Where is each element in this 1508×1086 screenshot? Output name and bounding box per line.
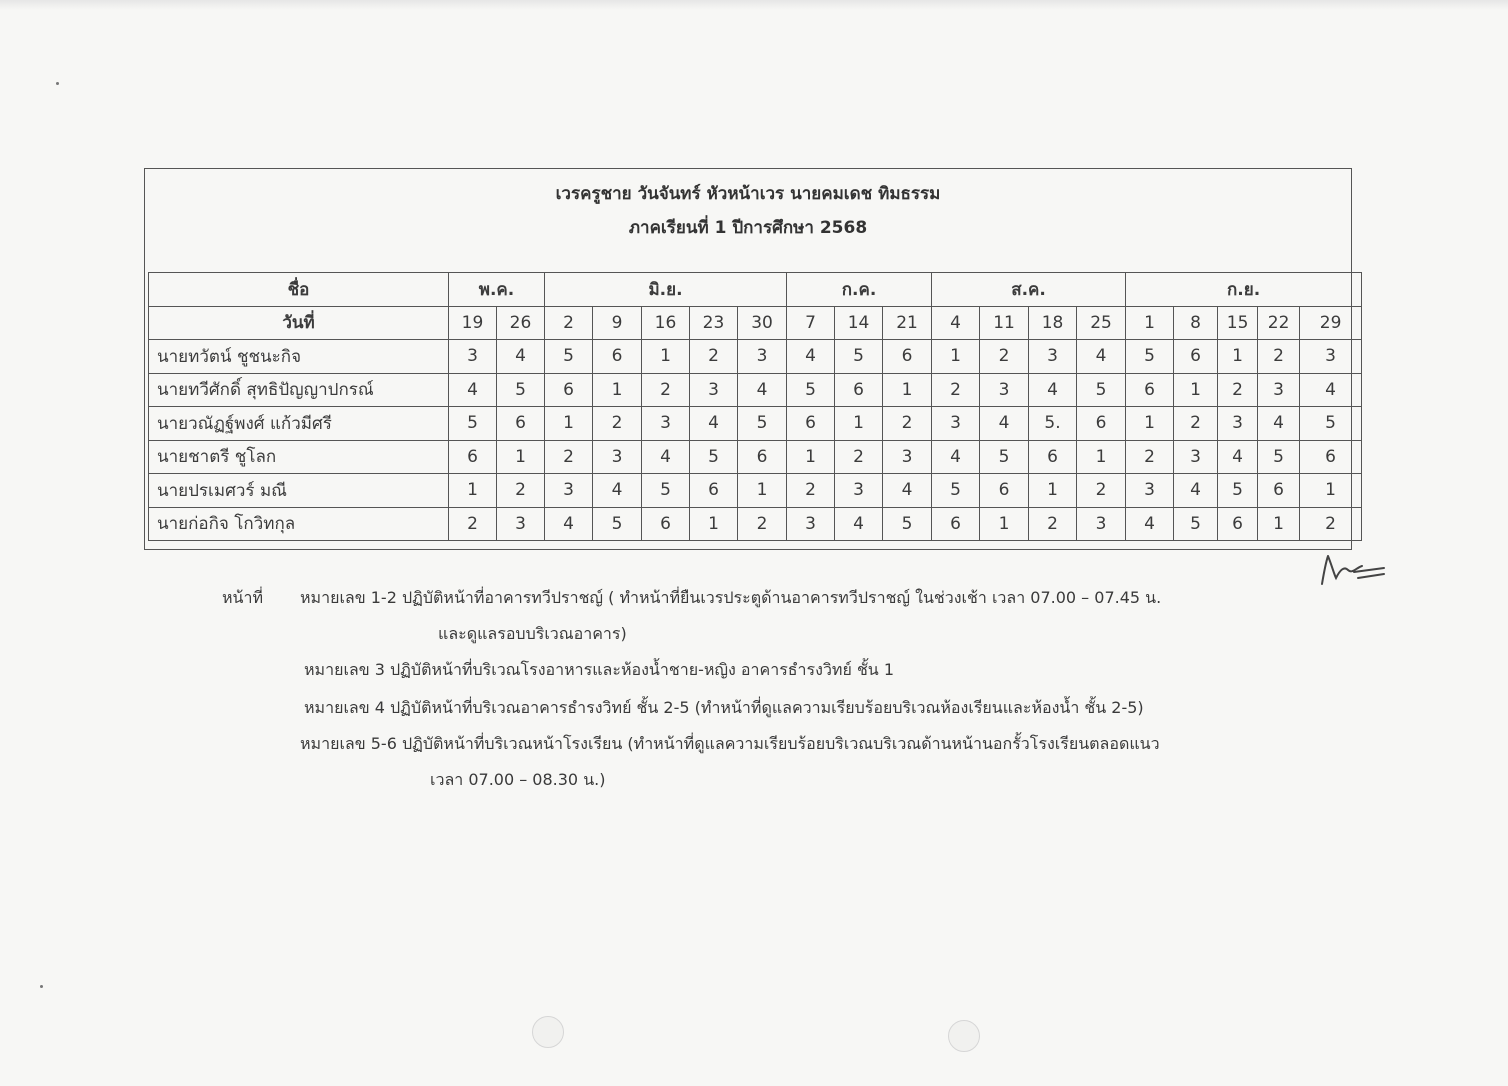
duty-note-line: หมายเลข 1-2 ปฏิบัติหน้าที่อาคารทวีปราชญ์ ( ทำหน้าที่ยืนเวรประตูด้านอาคารทวีปราชญ์ ในช่วงเช้า เวลา 07.00 – 07.45 น. [300, 588, 1162, 607]
speck [56, 82, 59, 85]
duty-number-cell: 6 [980, 474, 1029, 508]
duty-number-cell: 3 [932, 407, 980, 441]
duty-number-cell: 4 [497, 340, 545, 374]
duty-number-cell: 3 [787, 507, 835, 541]
duty-number-cell: 2 [593, 407, 642, 441]
duty-number-cell: 3 [642, 407, 690, 441]
duty-number-cell: 4 [787, 340, 835, 374]
duty-number-cell: 1 [1077, 440, 1126, 474]
duty-number-cell: 5 [932, 474, 980, 508]
duty-number-cell: 4 [738, 373, 787, 407]
teacher-name: นายปรเมศวร์ มณี [149, 474, 449, 508]
duty-number-cell: 5 [1077, 373, 1126, 407]
duty-number-cell: 5 [593, 507, 642, 541]
duty-number-cell: 6 [738, 440, 787, 474]
duty-number-cell: 5 [787, 373, 835, 407]
duty-number-cell: 1 [980, 507, 1029, 541]
month-header: พ.ค. [449, 273, 545, 307]
duty-number-cell: 1 [1126, 407, 1174, 441]
duty-number-cell: 2 [738, 507, 787, 541]
duty-number-cell: 6 [1258, 474, 1300, 508]
duty-number-cell: 5 [1218, 474, 1258, 508]
duty-number-cell: 1 [449, 474, 497, 508]
duty-number-cell: 3 [1218, 407, 1258, 441]
duty-number-cell: 3 [593, 440, 642, 474]
duty-number-cell: 6 [1077, 407, 1126, 441]
duty-number-cell: 6 [642, 507, 690, 541]
duty-number-cell: 3 [1258, 373, 1300, 407]
duty-number-cell: 5 [835, 340, 883, 374]
duty-number-cell: 1 [1218, 340, 1258, 374]
date-cell: 2 [545, 306, 593, 340]
duty-number-cell: 2 [787, 474, 835, 508]
duty-number-cell: 3 [449, 340, 497, 374]
signature [1318, 548, 1388, 588]
duty-note-line: หมายเลข 5-6 ปฏิบัติหน้าที่บริเวณหน้าโรงเรียน (ทำหน้าที่ดูแลความเรียบร้อยบริเวณบริเวณด้านหน้านอกรั้วโรงเรียนตลอดแนว [300, 734, 1160, 753]
title-line-1: เวรครูชาย วันจันทร์ หัวหน้าเวร นายคมเดช ทิมธรรม [555, 184, 941, 204]
duty-number-cell: 2 [497, 474, 545, 508]
duty-number-cell: 1 [738, 474, 787, 508]
duty-number-cell: 5 [1300, 407, 1362, 441]
duty-number-cell: 4 [1126, 507, 1174, 541]
duty-number-cell: 3 [835, 474, 883, 508]
duty-number-cell: 2 [1218, 373, 1258, 407]
duty-number-cell: 5 [1126, 340, 1174, 374]
duty-number-cell: 6 [497, 407, 545, 441]
name-header: ชื่อ [149, 273, 449, 307]
duty-number-cell: 4 [1174, 474, 1218, 508]
duty-number-cell: 2 [545, 440, 593, 474]
duty-number-cell: 4 [449, 373, 497, 407]
duty-number-cell: 5 [497, 373, 545, 407]
duty-number-cell: 1 [545, 407, 593, 441]
duty-number-cell: 1 [690, 507, 738, 541]
duty-number-cell: 4 [545, 507, 593, 541]
duty-number-cell: 6 [449, 440, 497, 474]
duty-number-cell: 2 [1126, 440, 1174, 474]
duty-number-cell: 6 [1126, 373, 1174, 407]
duty-number-cell: 3 [980, 373, 1029, 407]
date-cell: 26 [497, 306, 545, 340]
duty-number-cell: 4 [593, 474, 642, 508]
duty-number-cell: 5 [980, 440, 1029, 474]
duty-number-cell: 6 [1300, 440, 1362, 474]
speck [40, 985, 43, 988]
title-block [144, 176, 1352, 266]
duty-number-cell: 3 [1077, 507, 1126, 541]
duty-number-cell: 3 [1126, 474, 1174, 508]
duty-number-cell: 1 [1174, 373, 1218, 407]
duty-number-cell: 4 [1218, 440, 1258, 474]
duty-number-cell: 1 [593, 373, 642, 407]
duty-number-cell: 5 [642, 474, 690, 508]
table-row [149, 340, 1362, 374]
duty-note-continuation: เวลา 07.00 – 08.30 น.) [430, 770, 606, 789]
duty-number-cell: 4 [835, 507, 883, 541]
duty-number-cell: 3 [1300, 340, 1362, 374]
duty-number-cell: 4 [1077, 340, 1126, 374]
duty-number-cell: 1 [932, 340, 980, 374]
date-cell: 1 [1126, 306, 1174, 340]
date-cell: 18 [1029, 306, 1077, 340]
duty-number-cell: 6 [1174, 340, 1218, 374]
duty-number-cell: 6 [1218, 507, 1258, 541]
duty-number-cell: 2 [1300, 507, 1362, 541]
duty-number-cell: 6 [835, 373, 883, 407]
title-line-2: ภาคเรียนที่ 1 ปีการศึกษา 2568 [628, 218, 868, 238]
duty-number-cell: 6 [883, 340, 932, 374]
duty-number-cell: 1 [835, 407, 883, 441]
teacher-name: นายทวีศักดิ์ สุทธิปัญญาปกรณ์ [149, 373, 449, 407]
date-cell: 22 [1258, 306, 1300, 340]
duty-number-cell: 2 [642, 373, 690, 407]
month-header: ก.ค. [787, 273, 932, 307]
date-cell: 7 [787, 306, 835, 340]
table-row [149, 407, 1362, 441]
date-cell: 11 [980, 306, 1029, 340]
month-header: มิ.ย. [545, 273, 787, 307]
duty-number-cell: 3 [1174, 440, 1218, 474]
duty-number-cell: 2 [1174, 407, 1218, 441]
duty-number-cell: 3 [690, 373, 738, 407]
duty-number-cell: 1 [642, 340, 690, 374]
date-cell: 9 [593, 306, 642, 340]
duty-number-cell: 3 [883, 440, 932, 474]
duty-number-cell: 2 [883, 407, 932, 441]
date-cell: 8 [1174, 306, 1218, 340]
duty-number-cell: 6 [787, 407, 835, 441]
duty-number-cell: 5 [545, 340, 593, 374]
duty-number-cell: 4 [690, 407, 738, 441]
page-top-shadow [0, 0, 1508, 10]
date-cell: 29 [1300, 306, 1362, 340]
month-header: ก.ย. [1126, 273, 1362, 307]
date-cell: 19 [449, 306, 497, 340]
punch-hole-left [532, 1016, 564, 1048]
date-cell: 14 [835, 306, 883, 340]
duty-number-cell: 4 [932, 440, 980, 474]
duty-number-cell: 3 [738, 340, 787, 374]
date-cell: 4 [932, 306, 980, 340]
month-header-row [149, 273, 1362, 307]
teacher-name: นายชาตรี ชูโลก [149, 440, 449, 474]
punch-hole-right [948, 1020, 980, 1052]
duty-number-cell: 5 [1174, 507, 1218, 541]
duty-number-cell: 2 [1029, 507, 1077, 541]
teacher-name: นายก่อกิจ โกวิทกุล [149, 507, 449, 541]
duty-number-cell: 6 [1029, 440, 1077, 474]
duty-number-cell: 2 [1258, 340, 1300, 374]
duty-number-cell: 5 [738, 407, 787, 441]
notes-label: หน้าที่ [222, 588, 264, 607]
duty-number-cell: 4 [1258, 407, 1300, 441]
duty-number-cell: 6 [545, 373, 593, 407]
duty-number-cell: 6 [690, 474, 738, 508]
duty-number-cell: 2 [449, 507, 497, 541]
duty-number-cell: 6 [932, 507, 980, 541]
table-row [149, 507, 1362, 541]
duty-number-cell: 5 [883, 507, 932, 541]
duty-number-cell: 5 [1258, 440, 1300, 474]
table-row [149, 474, 1362, 508]
date-header: วันที่ [149, 306, 449, 340]
duty-roster-table [148, 272, 1362, 541]
duty-number-cell: 3 [545, 474, 593, 508]
duty-number-cell: 3 [1029, 340, 1077, 374]
duty-number-cell: 4 [883, 474, 932, 508]
date-cell: 30 [738, 306, 787, 340]
date-cell: 23 [690, 306, 738, 340]
duty-number-cell: 2 [835, 440, 883, 474]
duty-number-cell: 5 [449, 407, 497, 441]
duty-number-cell: 1 [883, 373, 932, 407]
duty-number-cell: 5. [1029, 407, 1077, 441]
duty-number-cell: 2 [690, 340, 738, 374]
date-cell: 25 [1077, 306, 1126, 340]
duty-note-line: หมายเลข 3 ปฏิบัติหน้าที่บริเวณโรงอาหารและห้องน้ำชาย-หญิง อาคารธำรงวิทย์ ชั้น 1 [304, 660, 894, 679]
duty-number-cell: 1 [497, 440, 545, 474]
duty-number-cell: 1 [1258, 507, 1300, 541]
date-header-row [149, 306, 1362, 340]
duty-number-cell: 4 [980, 407, 1029, 441]
duty-number-cell: 4 [1300, 373, 1362, 407]
date-cell: 16 [642, 306, 690, 340]
duty-number-cell: 2 [980, 340, 1029, 374]
duty-note-continuation: และดูแลรอบบริเวณอาคาร) [438, 624, 627, 643]
duty-number-cell: 1 [787, 440, 835, 474]
teacher-name: นายทวัตน์ ชูชนะกิจ [149, 340, 449, 374]
duty-number-cell: 2 [932, 373, 980, 407]
table-row [149, 440, 1362, 474]
duty-number-cell: 1 [1029, 474, 1077, 508]
date-cell: 21 [883, 306, 932, 340]
date-cell: 15 [1218, 306, 1258, 340]
duty-number-cell: 6 [593, 340, 642, 374]
duty-number-cell: 4 [642, 440, 690, 474]
duty-number-cell: 3 [497, 507, 545, 541]
duty-note-line: หมายเลข 4 ปฏิบัติหน้าที่บริเวณอาคารธำรงวิทย์ ชั้น 2-5 (ทำหน้าที่ดูแลความเรียบร้อยบริเวณห้องเรียนและห้องน้ำ ชั้น 2-5) [304, 698, 1144, 717]
duty-number-cell: 4 [1029, 373, 1077, 407]
duty-number-cell: 2 [1077, 474, 1126, 508]
duty-number-cell: 1 [1300, 474, 1362, 508]
table-row [149, 373, 1362, 407]
teacher-name: นายวณัฏฐ์พงศ์ แก้วมีศรี [149, 407, 449, 441]
month-header: ส.ค. [932, 273, 1126, 307]
duty-number-cell: 5 [690, 440, 738, 474]
